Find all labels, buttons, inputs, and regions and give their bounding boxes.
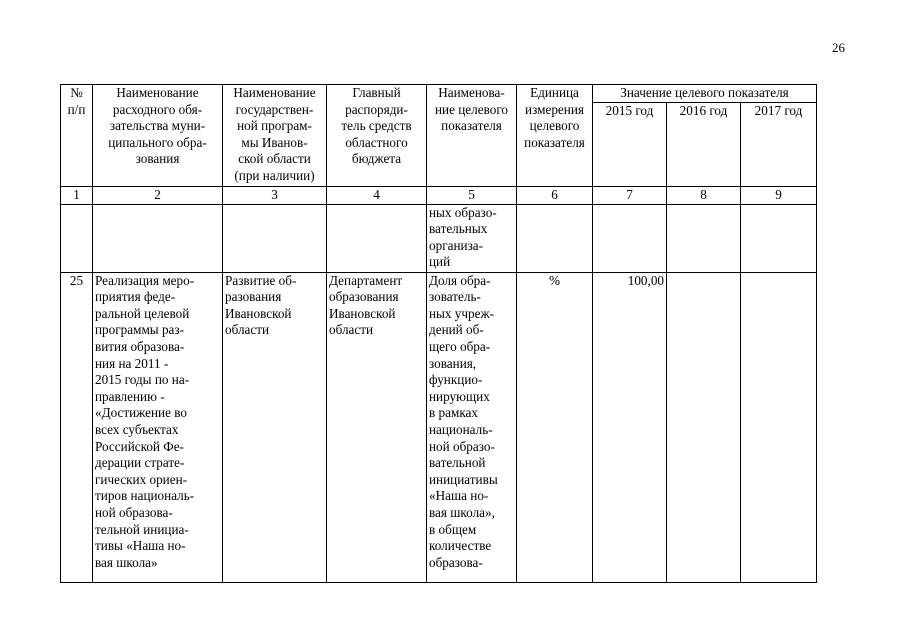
empty-cell	[667, 204, 741, 272]
continuation-row	[61, 204, 817, 272]
header-target-value: Значение целевого показателя	[593, 85, 817, 103]
empty-cell	[327, 204, 427, 272]
column-number: 7	[593, 187, 667, 205]
header-num: № п/п	[61, 85, 93, 187]
target-indicators-table	[60, 84, 817, 583]
empty-cell	[517, 204, 593, 272]
empty-cell	[741, 204, 817, 272]
header-program: Наименование государствен- ной програм- мы Иванов- ской области (при наличии)	[223, 85, 327, 187]
column-number: 5	[427, 187, 517, 205]
header-year-2017: 2017 год	[741, 103, 817, 187]
value-2016-cell	[667, 272, 741, 582]
header-manager: Главный распоряди- тель средств областного бюджета	[327, 85, 427, 187]
column-number: 3	[223, 187, 327, 205]
empty-cell	[223, 204, 327, 272]
obligation-cell: Реализация меро- приятия феде- ральной целевой программы раз- вития образова- ния на 2011 - 2015 годы по на- правлению - «Достижение во всех субъектах Российской Фе- дерации страте- гических ориен- тиров националь- ной образова- тельной инициа- тивы «Наша но- вая школа»	[93, 272, 223, 582]
program-cell: Развитие об- разования Ивановской области	[223, 272, 327, 582]
table-row-25	[61, 272, 817, 582]
value-2015-cell: 100,00	[593, 272, 667, 582]
empty-cell	[93, 204, 223, 272]
header-indicator: Наименова- ние целевого показателя	[427, 85, 517, 187]
column-number: 1	[61, 187, 93, 205]
header-unit: Единица измерения целевого показателя	[517, 85, 593, 187]
header-year-2016: 2016 год	[667, 103, 741, 187]
header-year-2015: 2015 год	[593, 103, 667, 187]
column-number: 4	[327, 187, 427, 205]
value-2017-cell	[741, 272, 817, 582]
column-number: 6	[517, 187, 593, 205]
manager-cell: Департамент образования Ивановской области	[327, 272, 427, 582]
empty-cell	[593, 204, 667, 272]
column-number: 2	[93, 187, 223, 205]
empty-cell	[61, 204, 93, 272]
indicator-cell: Доля обра- зователь- ных учреж- дений об- щего обра- зования, функцио- нирующих в рамках националь- ной образо- вательной инициативы «Наша но- вая школа», в общем количестве образова-	[427, 272, 517, 582]
header-obligation: Наименование расходного обя- зательства муни- ципального обра- зования	[93, 85, 223, 187]
column-number-row	[61, 187, 817, 205]
column-number: 9	[741, 187, 817, 205]
continuation-indicator-cell: ных образо- вательных организа- ций	[427, 204, 517, 272]
page-number: 26	[832, 40, 845, 55]
unit-cell: %	[517, 272, 593, 582]
column-number: 8	[667, 187, 741, 205]
row-number-cell: 25	[61, 272, 93, 582]
